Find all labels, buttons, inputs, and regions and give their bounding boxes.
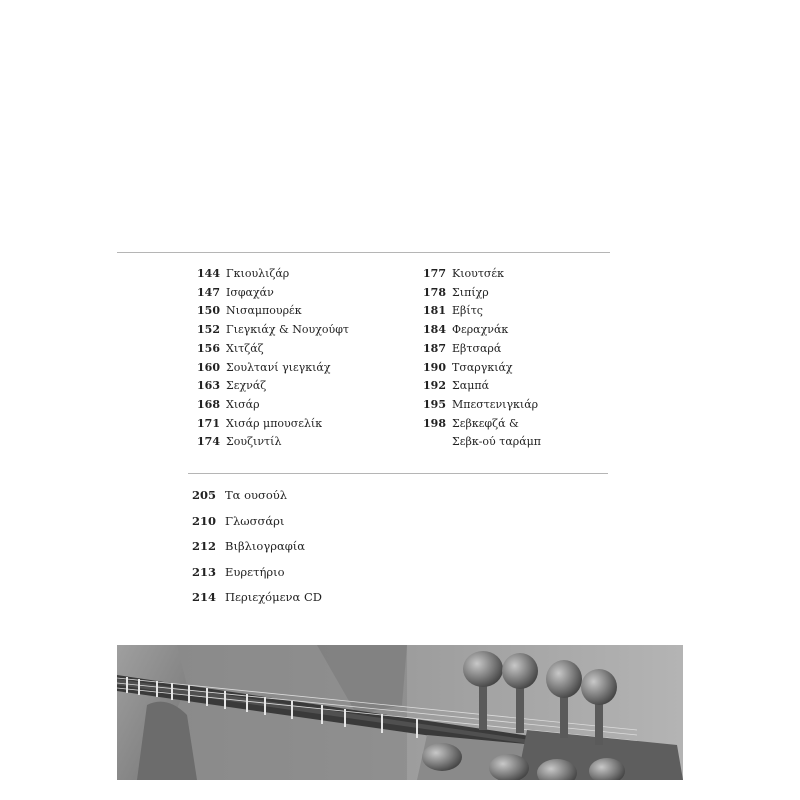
- toc-title: Μπεστενιγκιάρ: [452, 397, 539, 411]
- toc-page-number: 178: [423, 285, 446, 299]
- toc-title: Γκιουλιζάρ: [226, 267, 290, 280]
- toc-page-number: 184: [423, 323, 446, 337]
- toc-entry[interactable]: [414, 396, 541, 415]
- toc-page-number: 163: [197, 379, 220, 393]
- toc-title: Βιβλιογραφία: [225, 539, 306, 553]
- toc-title: Ισφαχάν: [226, 285, 274, 299]
- toc-title-line: Σεβκεφζά &: [452, 416, 519, 430]
- instrument-photo-graphic: [117, 645, 683, 780]
- toc-entry[interactable]: [414, 321, 541, 340]
- toc-title: Τσαργκιάχ: [452, 360, 513, 374]
- toc-entry[interactable]: [188, 396, 349, 415]
- top-rule: [117, 252, 610, 253]
- toc-title: Περιεχόμενα CD: [225, 590, 322, 604]
- toc-page-number: 212: [192, 539, 217, 553]
- toc-page-number: 190: [423, 360, 446, 374]
- toc-title: Χισάρ μπουσελίκ: [226, 416, 323, 430]
- toc-page-number: 177: [423, 267, 446, 280]
- toc-entry[interactable]: [188, 340, 349, 359]
- instrument-photo: [117, 645, 683, 780]
- toc-entry[interactable]: [188, 284, 349, 303]
- toc-title: [452, 415, 541, 452]
- toc-page-number: 187: [423, 341, 446, 355]
- toc-entry[interactable]: [192, 563, 322, 589]
- toc-entry[interactable]: [414, 377, 541, 396]
- toc-page-number: 195: [423, 397, 446, 411]
- toc-title: Ευρετήριο: [225, 564, 285, 579]
- toc-entry[interactable]: [414, 265, 541, 284]
- toc-page-number: 152: [197, 323, 220, 337]
- toc-page-number: 181: [423, 304, 446, 318]
- toc-page-number: 147: [197, 285, 220, 299]
- toc-entry[interactable]: [188, 265, 349, 284]
- toc-title: Τα ουσούλ: [225, 488, 288, 502]
- toc-entry[interactable]: [414, 302, 541, 321]
- toc-entry[interactable]: [188, 377, 349, 396]
- toc-entry[interactable]: [192, 486, 322, 512]
- toc-title-line: Σεβκ-ού ταράμπ: [452, 435, 542, 449]
- toc-title: Εβτσαρά: [452, 341, 502, 355]
- toc-entry[interactable]: [192, 512, 322, 538]
- toc-title: Χισάρ: [226, 397, 260, 411]
- toc-entry[interactable]: [414, 415, 541, 452]
- toc-title: Γιεγκιάχ & Νουχούφτ: [226, 323, 349, 337]
- toc-page-number: 213: [192, 564, 217, 579]
- toc-title: Γλωσσάρι: [225, 513, 285, 528]
- toc-entry[interactable]: [192, 588, 322, 614]
- toc-page-number: 205: [192, 488, 217, 502]
- toc-title: Σουλτανί γιεγκιάχ: [226, 360, 331, 374]
- toc-entry[interactable]: [192, 537, 322, 563]
- toc-page-number: 210: [192, 513, 217, 528]
- toc-right-column: [414, 265, 541, 452]
- toc-page-number: 171: [197, 416, 220, 430]
- toc-page-number: 144: [197, 267, 220, 280]
- toc-page-number: 198: [423, 416, 446, 430]
- toc-page-number: 168: [197, 397, 220, 411]
- toc-page-number: 156: [197, 341, 220, 355]
- toc-title: Σουζιντίλ: [226, 435, 282, 449]
- toc-page-number: 160: [197, 360, 220, 374]
- toc-entry[interactable]: [414, 340, 541, 359]
- toc-page-number: 174: [197, 435, 220, 449]
- toc-title: Φεραχνάκ: [452, 323, 509, 337]
- toc-entry[interactable]: [188, 359, 349, 378]
- toc-entry[interactable]: [414, 359, 541, 378]
- toc-page-number: 214: [192, 590, 217, 604]
- toc-entry[interactable]: [188, 433, 349, 452]
- toc-title: Νισαμπουρέκ: [226, 304, 302, 318]
- toc-page-number: 192: [423, 379, 446, 393]
- toc-entry[interactable]: [188, 321, 349, 340]
- toc-title: Σαμπά: [452, 379, 490, 393]
- toc-title: Σιπίχρ: [452, 285, 489, 299]
- toc-entry[interactable]: [414, 284, 541, 303]
- middle-rule: [188, 473, 608, 474]
- toc-left-column: [188, 265, 349, 452]
- toc-title: Χιτζάζ: [226, 341, 264, 355]
- toc-entry[interactable]: [188, 302, 349, 321]
- toc-title: Κιουτσέκ: [452, 267, 505, 280]
- toc-entry[interactable]: [188, 415, 349, 434]
- back-matter-list: [192, 486, 322, 614]
- toc-title: Σεχνάζ: [226, 379, 267, 393]
- toc-page-number: 150: [197, 304, 220, 318]
- toc-title: Εβίτς: [452, 304, 483, 318]
